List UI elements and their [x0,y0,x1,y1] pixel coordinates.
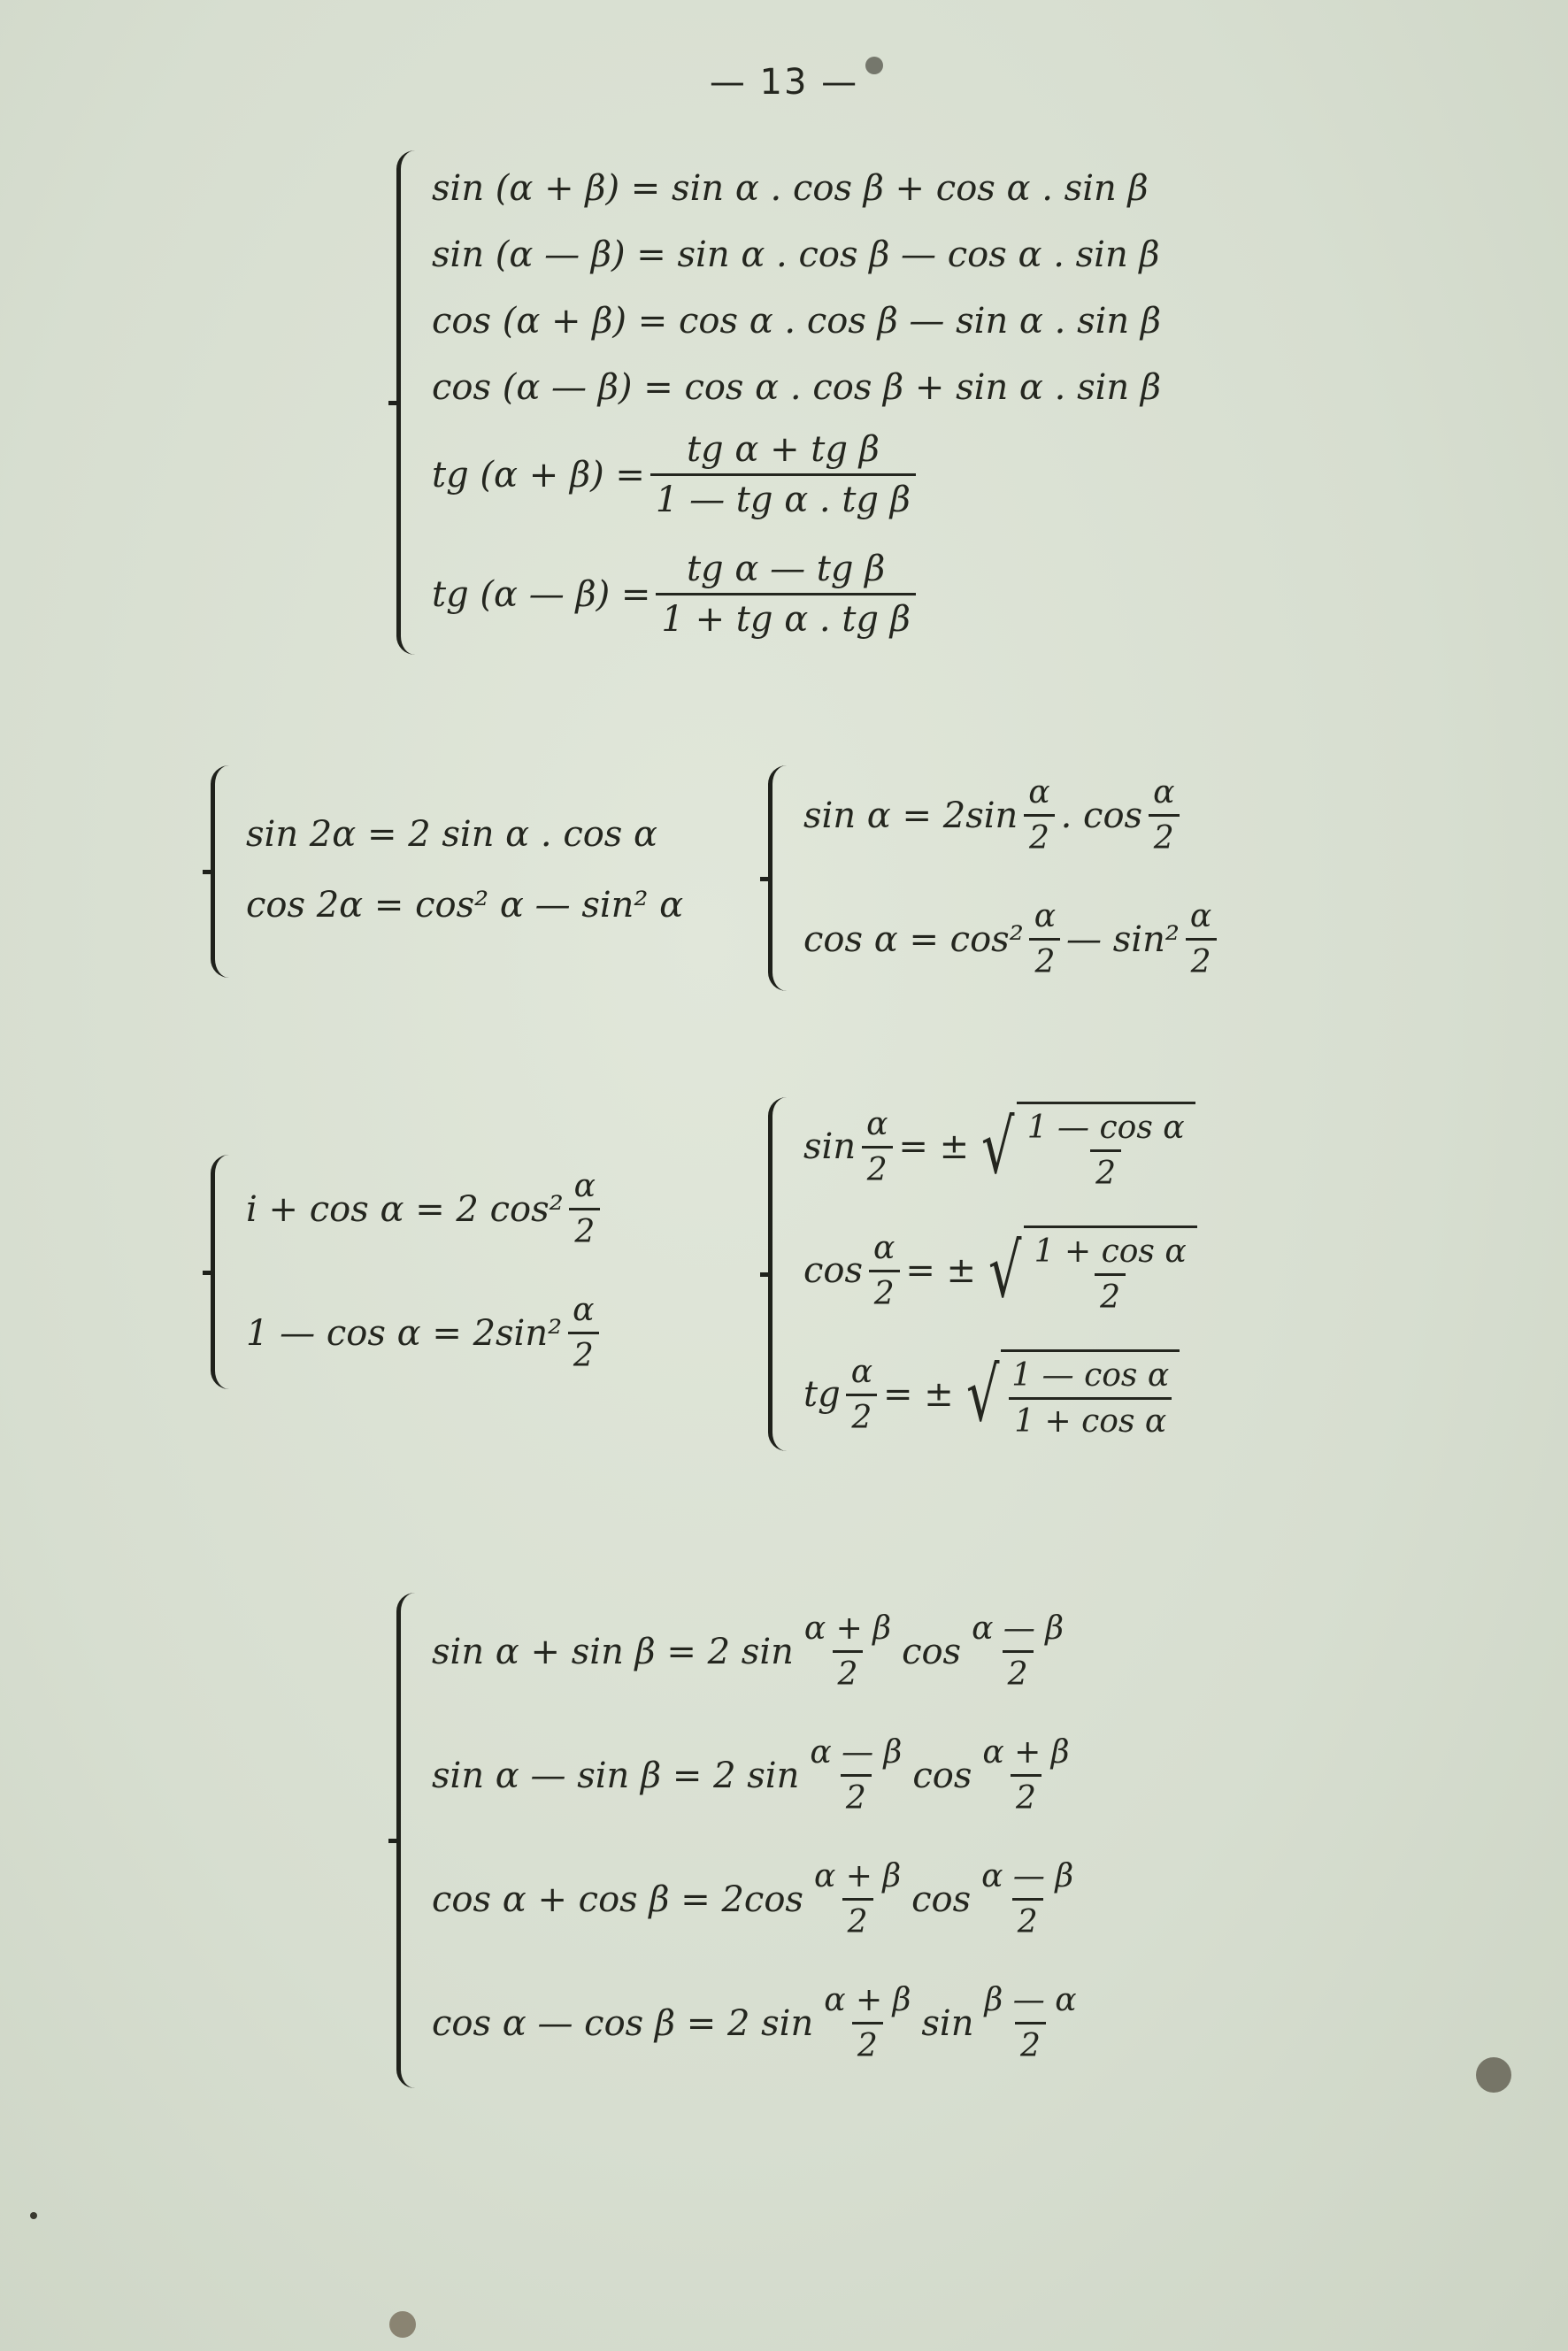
half-denominator: 2 [569,1208,600,1250]
radicand [1017,1102,1195,1192]
formula-sin-minus-sin [432,1734,1080,1817]
fraction-denominator: 2 [1003,1650,1034,1693]
tg-sum-numerator: tg α + tg β [686,429,880,470]
half-numerator: α [573,1292,595,1328]
fraction-1 [804,1734,907,1817]
fraction-1 [819,1982,916,2064]
fraction-2 [966,1610,1069,1693]
sum-lhs: sin α + sin β = 2 sin [432,1631,794,1672]
half-fraction [1029,898,1061,980]
sqrt-tg-half [959,1349,1180,1440]
formula-cos-diff: cos (α — β) = cos α . cos β + sin α . sin β [432,367,1162,408]
brace-left [211,1155,229,1389]
sin-a-mid: . cos [1060,795,1143,836]
brace-left [396,1593,415,2088]
half-numerator: α [1153,774,1175,811]
half-denominator: 2 [1149,814,1180,857]
radicand-fraction [1006,1357,1174,1440]
fraction-numerator: α — β [972,1610,1065,1647]
half-denominator: 2 [869,1270,900,1312]
tg-diff-lhs: tg (α — β) = [432,573,651,615]
paper-speck [30,2212,37,2219]
fraction-numerator: α — β [981,1858,1074,1894]
radicand-numerator: 1 — cos α [1026,1110,1185,1146]
sin-a-lhs: sin α = 2sin [803,795,1018,836]
radicand [1001,1349,1180,1440]
formula-cos-minus-cos [432,1982,1088,2064]
radical-sign: √ [981,1103,1015,1190]
half-numerator: α [1189,898,1212,934]
fraction-1 [799,1610,896,1693]
fraction-numerator: α + β [813,1858,902,1894]
half-fraction [567,1292,599,1374]
formula-cos-a-half [803,898,1222,980]
radicand-denominator: 2 [1090,1149,1121,1192]
formula-cos-sum: cos (α + β) = cos α . cos β — sin α . sin β [432,301,1162,342]
tg-sum-fraction [650,429,916,520]
formula-one-minus-cos [246,1292,604,1374]
page-number: — 13 — [709,62,859,103]
radical-sign: √ [988,1227,1022,1314]
sin-half-rel: = ± [898,1126,970,1167]
radicand-numerator: 1 + cos α [1034,1233,1187,1270]
half-denominator: 2 [1024,814,1055,857]
half-fraction [868,1230,900,1312]
sum-to-product-block [396,1593,1193,2088]
half-fraction [846,1354,878,1436]
fraction-numerator: α + β [803,1610,892,1647]
fraction-denominator: 2 [842,1898,873,1940]
formula-cos-half [803,1225,1197,1316]
one-plus-minus-cos-block [211,1155,671,1389]
half-angle-expansion-block [768,765,1370,991]
formula-sin-plus-sin [432,1610,1074,1693]
sum-lhs: cos α — cos β = 2 sin [432,2002,814,2044]
fraction-denominator: 2 [1012,1898,1043,1940]
tg-half-lhs: tg [803,1374,841,1415]
brace-left [768,765,787,991]
formula-cos-plus-cos [432,1858,1084,1940]
addition-formulas-block [396,150,1193,655]
sqrt-sin-half [974,1102,1195,1192]
function-name: cos [902,1631,962,1672]
fraction-denominator: 2 [1011,1774,1041,1817]
fraction-1 [809,1858,906,1940]
fraction-denominator: 2 [1015,2022,1046,2064]
tg-diff-denominator: 1 + tg α . tg β [656,593,915,640]
sum-lhs: cos α + cos β = 2cos [432,1878,803,1920]
sum-lhs: sin α — sin β = 2 sin [432,1755,800,1796]
fraction-denominator: 2 [833,1650,864,1693]
radicand-numerator: 1 — cos α [1011,1357,1170,1394]
half-numerator: α [1034,898,1057,934]
half-denominator: 2 [568,1332,599,1374]
brace-left [768,1097,787,1451]
fraction-numerator: α + β [982,1734,1070,1771]
half-fraction [1185,898,1217,980]
radicand [1024,1225,1197,1316]
brace-left [396,150,415,655]
half-numerator: α [1028,774,1050,811]
half-denominator: 2 [1186,938,1217,980]
radicand-fraction [1029,1233,1192,1316]
formula-sin-diff: sin (α — β) = sin α . cos β — cos α . sin β [432,234,1160,275]
sin-half-lhs: sin [803,1126,857,1167]
paper-speck [389,2311,416,2338]
half-angle-roots-block [768,1097,1387,1451]
cos-a-lhs: cos α = cos² [803,918,1024,960]
half-fraction [569,1168,601,1250]
function-name: cos [911,1878,972,1920]
half-denominator: 2 [846,1394,877,1436]
fraction-2 [977,1734,1074,1817]
half-denominator: 2 [862,1146,893,1188]
half-numerator: α [573,1168,596,1204]
formula-sin-sum: sin (α + β) = sin α . cos β + cos α . sin β [432,168,1149,209]
function-name: cos [912,1755,972,1796]
one-minus-cos-lhs: 1 — cos α = 2sin² [246,1312,563,1354]
formula-sin-half [803,1102,1195,1192]
tg-half-rel: = ± [883,1374,954,1415]
brace-left [211,765,229,978]
cos-half-lhs: cos [803,1250,864,1291]
one-plus-cos-lhs: i + cos α = 2 cos² [246,1188,564,1230]
fraction-2 [976,1858,1079,1940]
sqrt-cos-half [981,1225,1197,1316]
formula-tg-diff [432,549,921,640]
half-fraction [1148,774,1180,857]
double-angle-block [211,765,706,978]
tg-diff-numerator: tg α — tg β [686,549,886,589]
cos-a-mid: — sin² [1066,918,1180,960]
formula-sin-2a: sin 2α = 2 sin α . cos α [246,814,658,855]
radical-sign: √ [965,1351,1000,1438]
paper-speck [865,57,883,74]
half-numerator: α [873,1229,895,1266]
radicand-denominator: 1 + cos α [1009,1397,1172,1440]
cos-half-rel: = ± [905,1250,977,1291]
tg-diff-fraction [656,549,915,640]
radicand-denominator: 2 [1095,1273,1126,1316]
formula-tg-sum [432,429,921,520]
formula-tg-half [803,1349,1180,1440]
fraction-numerator: β — α [984,1982,1077,2018]
fraction-numerator: α + β [824,1982,911,2018]
formula-sin-a-half [803,774,1185,857]
half-numerator: α [850,1353,872,1390]
half-numerator: α [866,1105,888,1142]
radicand-fraction [1022,1110,1190,1192]
function-name: sin [921,2002,974,2044]
tg-sum-denominator: 1 — tg α . tg β [650,473,916,520]
fraction-denominator: 2 [841,1774,872,1817]
formula-cos-2a: cos 2α = cos² α — sin² α [246,885,684,926]
half-fraction [861,1106,893,1188]
paper-speck [1476,2057,1511,2093]
tg-sum-lhs: tg (α + β) = [432,454,645,496]
fraction-2 [980,1982,1082,2064]
half-denominator: 2 [1029,938,1060,980]
formula-one-plus-cos [246,1168,606,1250]
fraction-numerator: α — β [810,1734,903,1771]
fraction-denominator: 2 [852,2022,883,2064]
half-fraction [1023,774,1055,857]
